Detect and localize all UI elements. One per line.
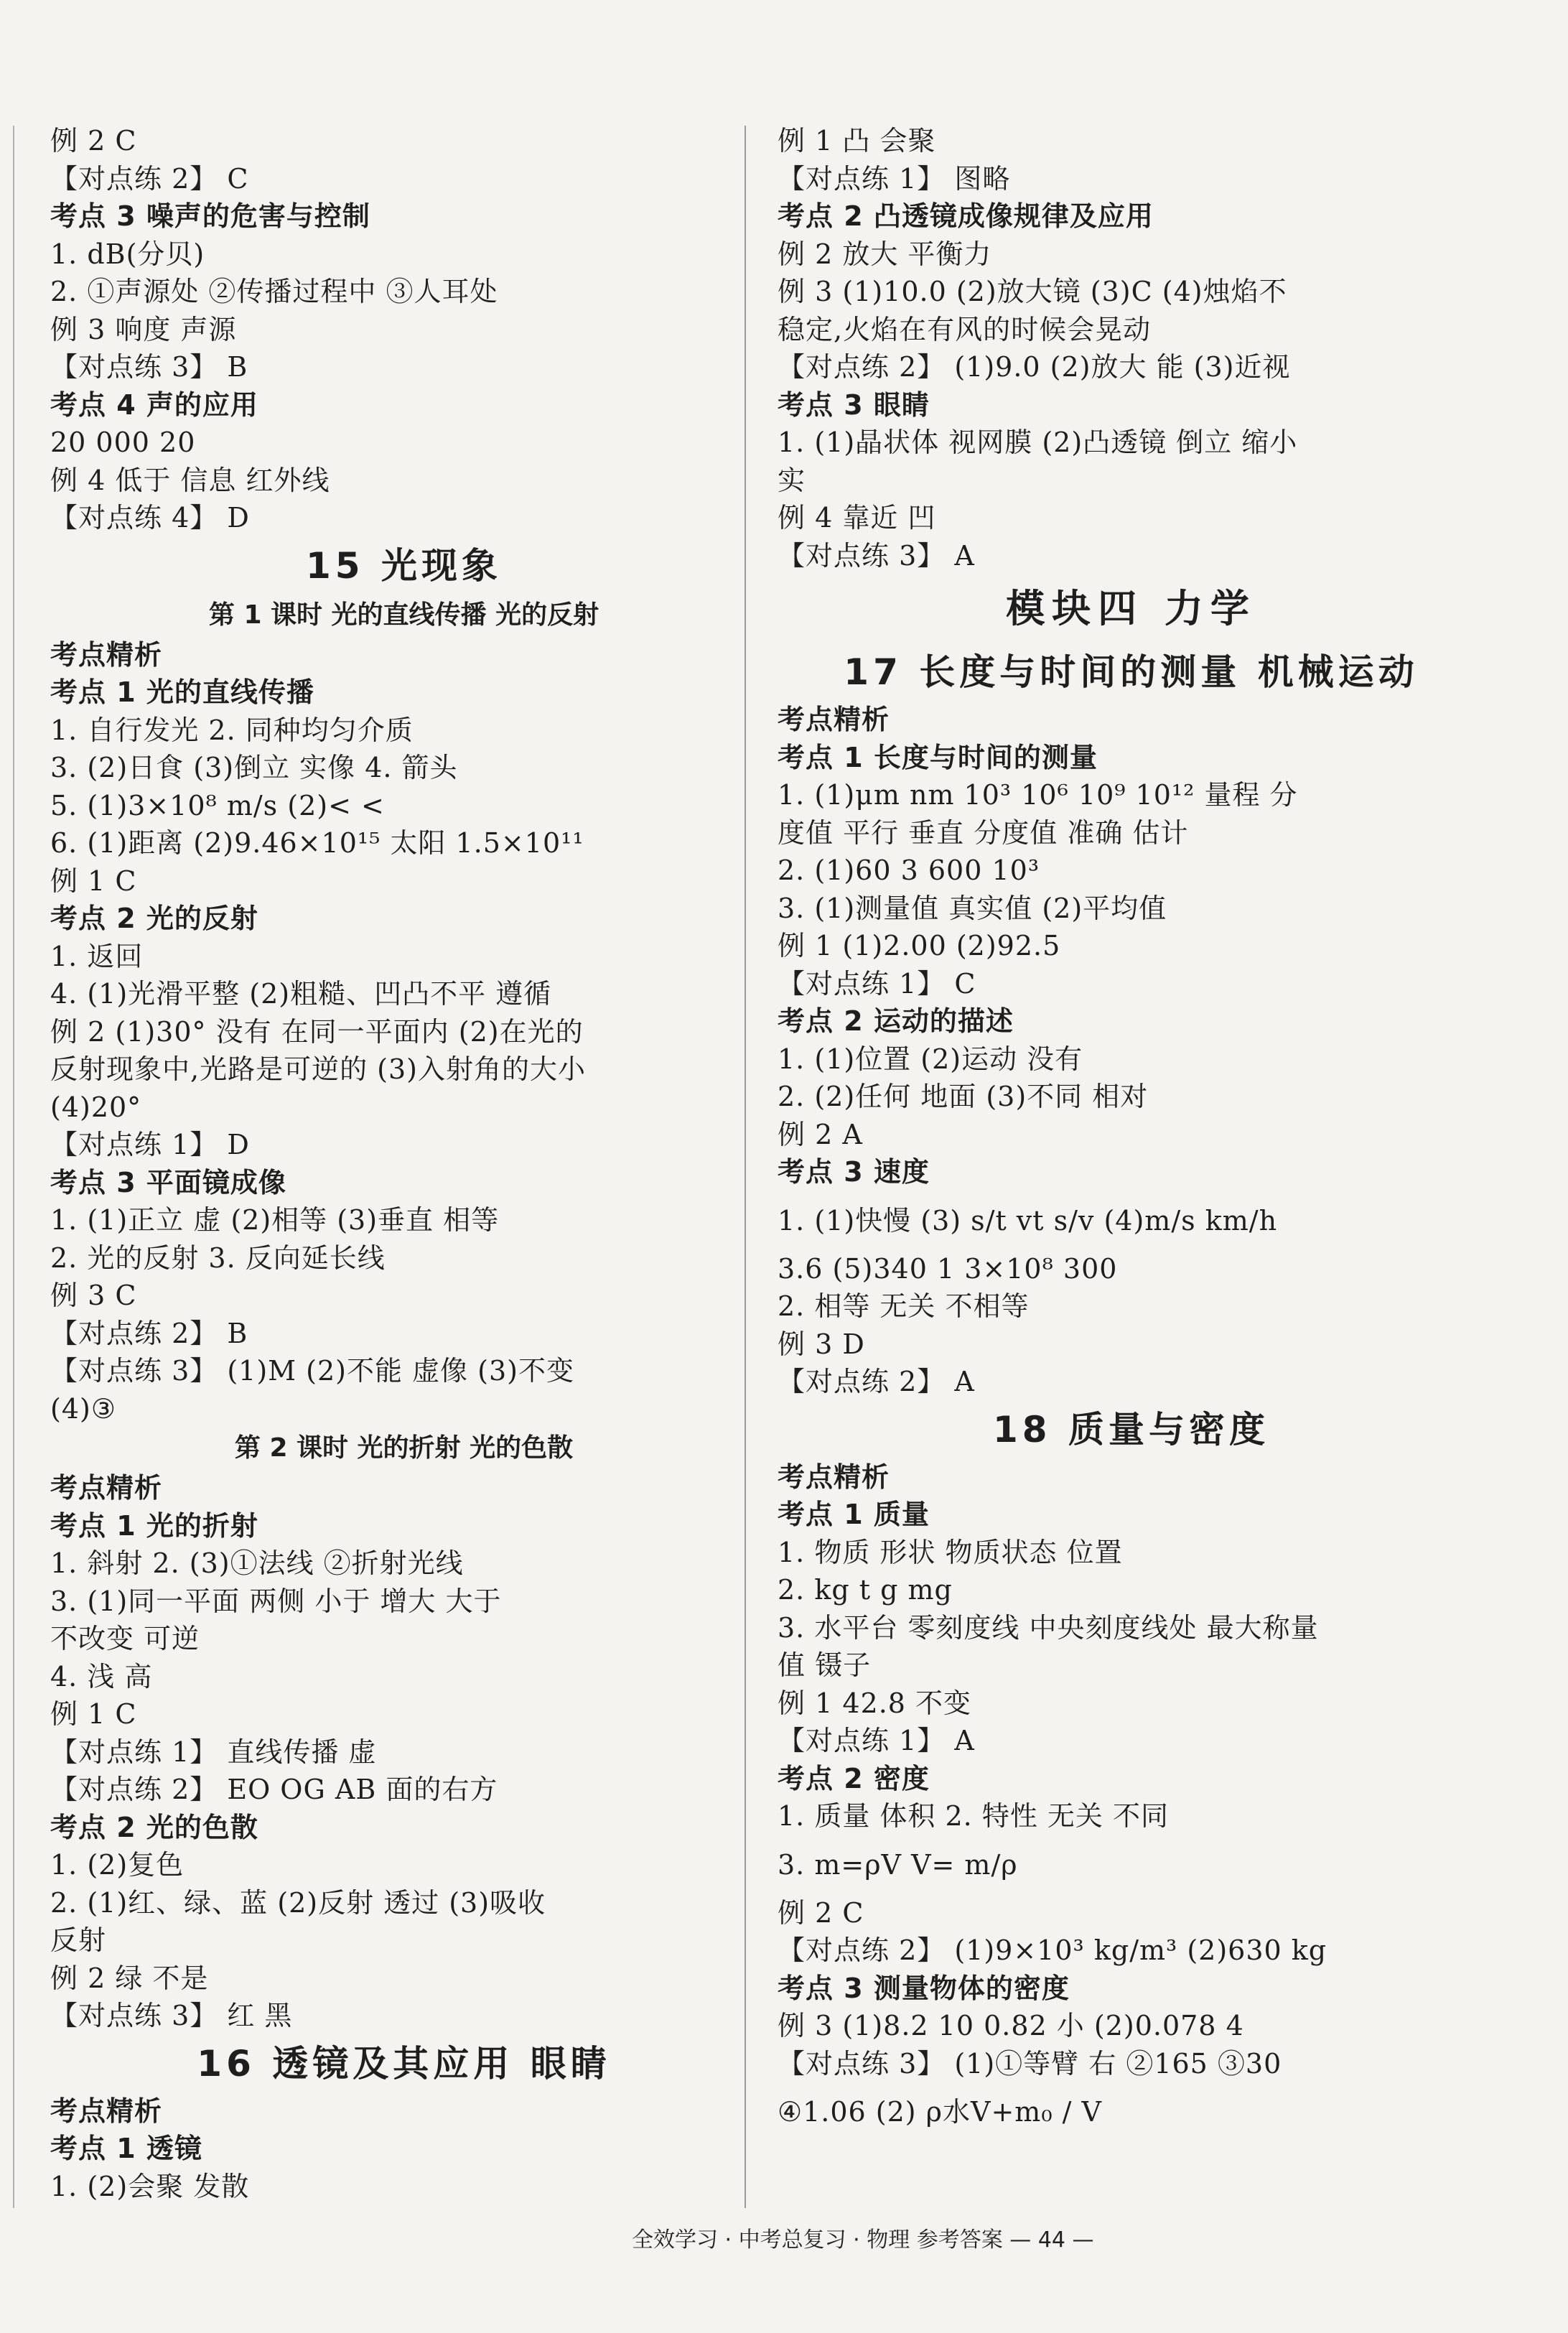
answer-line: 【对点练 2】 A <box>778 1366 975 1397</box>
answer-line: 2. (1)红、绿、蓝 (2)反射 透过 (3)吸收 <box>50 1886 546 1919</box>
chapter-title: 18 质量与密度 <box>993 1408 1269 1450</box>
answer-line: 2. (2)任何 地面 (3)不同 相对 <box>778 1081 1149 1112</box>
page-footer: 全效学习 · 中考总复习 · 物理 参考答案 — 44 — <box>632 2227 1094 2253</box>
module-title: 模块四 力学 <box>1006 586 1256 631</box>
formula-line: 3. m=ρV V= m/ρ <box>778 1848 1018 1881</box>
left-margin-rule <box>13 126 14 2208</box>
answer-line: 例 2 (1)30° 没有 在同一平面内 (2)在光的 <box>50 1015 584 1048</box>
answer-line: 【对点练 1】 图略 <box>778 162 1011 195</box>
answer-line: 1. 斜射 2. (3)①法线 ②折射光线 <box>50 1547 464 1579</box>
answer-line: 【对点练 3】 (1)M (2)不能 虚像 (3)不变 <box>50 1355 574 1387</box>
section-heading: 考点 1 光的直线传播 <box>50 676 314 708</box>
answer-line: 例 3 C <box>50 1280 137 1311</box>
answer-line: 例 2 C <box>778 1896 864 1929</box>
section-heading: 考点 1 长度与时间的测量 <box>778 741 1098 773</box>
answer-line: 值 镊子 <box>778 1649 872 1681</box>
answer-line: 1. (1)μm nm 10³ 10⁶ 10⁹ 10¹² 量程 分 <box>778 779 1298 811</box>
formula-line: 1. (1)快慢 (3) s/t vt s/v (4)m/s km/h <box>778 1204 1278 1237</box>
answer-line: 1. (1)位置 (2)运动 没有 <box>778 1043 1083 1075</box>
answer-line: 3. 水平台 零刻度线 中央刻度线处 最大称量 <box>778 1611 1319 1644</box>
answer-line: 例 1 C <box>50 865 137 897</box>
answer-line: 1. (1)正立 虚 (2)相等 (3)垂直 相等 <box>50 1204 500 1236</box>
section-heading: 考点 3 噪声的危害与控制 <box>50 200 370 232</box>
section-heading: 考点 1 透镜 <box>50 2133 202 2164</box>
chapter-title: 16 透镜及其应用 眼睛 <box>197 2042 611 2085</box>
answer-line: 例 2 A <box>778 1118 863 1150</box>
section-heading: 考点精析 <box>778 704 890 735</box>
formula-line: ④1.06 (2) ρ水V+m₀ / V <box>778 2096 1102 2128</box>
section-heading: 考点精析 <box>50 1472 163 1504</box>
answer-line: 【对点练 4】 D <box>50 502 250 534</box>
section-heading: 考点 4 声的应用 <box>50 388 258 421</box>
section-heading: 考点 3 速度 <box>778 1156 930 1188</box>
answer-line: 例 3 (1)10.0 (2)放大镜 (3)C (4)烛焰不 <box>778 276 1287 307</box>
answer-line: 2. (1)60 3 600 10³ <box>778 854 1040 886</box>
answer-line: 3. (1)测量值 真实值 (2)平均值 <box>778 892 1167 924</box>
section-heading: 考点 2 光的反射 <box>50 903 258 934</box>
answer-line: 例 3 响度 声源 <box>50 313 237 345</box>
answer-line: 1. (1)晶状体 视网膜 (2)凸透镜 倒立 缩小 <box>778 427 1298 458</box>
answer-line: 1. 返回 <box>50 940 144 972</box>
section-heading: 考点 2 密度 <box>778 1762 930 1794</box>
answer-line: 1. 质量 体积 2. 特性 无关 不同 <box>778 1800 1169 1832</box>
section-heading: 考点 3 眼睛 <box>778 388 930 421</box>
answer-line: 【对点练 3】 A <box>778 539 975 572</box>
answer-line: 反射 <box>50 1924 107 1956</box>
answer-line: 不改变 可逆 <box>50 1623 200 1654</box>
answer-line: 例 1 42.8 不变 <box>778 1687 972 1719</box>
section-heading: 考点 2 光的色散 <box>50 1811 258 1843</box>
answer-line: 2. 相等 无关 不相等 <box>778 1290 1030 1322</box>
chapter-title: 15 光现象 <box>306 544 502 587</box>
answer-line: 例 4 低于 信息 红外线 <box>50 464 330 496</box>
section-heading: 考点精析 <box>50 2095 163 2127</box>
answer-line: 【对点练 2】 B <box>50 1317 248 1349</box>
chapter-title: 17 长度与时间的测量 机械运动 <box>844 651 1419 693</box>
section-heading: 考点精析 <box>50 638 163 671</box>
answer-line: 【对点练 1】 直线传播 虚 <box>50 1736 377 1768</box>
answer-line: 【对点练 2】 C <box>50 162 249 195</box>
section-heading: 考点 3 平面镜成像 <box>50 1166 286 1198</box>
section-heading: 考点 1 光的折射 <box>50 1509 258 1542</box>
answer-line: 3. (2)日食 (3)倒立 实像 4. 箭头 <box>50 752 458 783</box>
answer-line: 稳定,火焰在有风的时候会晃动 <box>778 313 1152 345</box>
answer-line: 例 2 放大 平衡力 <box>778 238 992 270</box>
answer-line: 1. 自行发光 2. 同种均匀介质 <box>50 714 414 746</box>
answer-line: 实 <box>778 464 806 496</box>
answer-line: 例 1 (1)2.00 (2)92.5 <box>778 930 1061 961</box>
answer-line: (4)③ <box>50 1392 116 1425</box>
answer-line: 例 3 (1)8.2 10 0.82 小 (2)0.078 4 <box>778 2010 1244 2041</box>
answer-line: 【对点练 2】 (1)9×10³ kg/m³ (2)630 kg <box>778 1934 1327 1966</box>
answer-line: 例 1 C <box>50 1698 137 1730</box>
answer-line: 5. (1)3×10⁸ m/s (2)< < <box>50 789 385 821</box>
answer-line: 例 2 C <box>50 125 137 157</box>
answer-line: 【对点练 1】 A <box>778 1725 975 1756</box>
left-column <box>50 122 757 2205</box>
section-heading: 考点 1 质量 <box>778 1499 930 1530</box>
answer-line: 1. (2)会聚 发散 <box>50 2170 250 2202</box>
answer-line: 【对点练 3】 红 黑 <box>50 2000 293 2031</box>
answer-line: 【对点练 3】 (1)①等臂 右 ②165 ③30 <box>778 2047 1282 2080</box>
right-column <box>778 122 1485 2141</box>
lesson-title: 第 2 课时 光的折射 光的色散 <box>234 1433 574 1463</box>
answer-line: 4. (1)光滑平整 (2)粗糙、凹凸不平 遵循 <box>50 978 552 1010</box>
answer-line: 【对点练 1】 C <box>778 967 976 1000</box>
answer-line: 反射现象中,光路是可逆的 (3)入射角的大小 <box>50 1053 586 1085</box>
answer-line: 【对点练 2】 EO OG AB 面的右方 <box>50 1774 498 1805</box>
answer-line: 度值 平行 垂直 分度值 准确 估计 <box>778 816 1189 849</box>
answer-line: 2. kg t g mg <box>778 1574 953 1606</box>
answer-line: 例 2 绿 不是 <box>50 1962 209 1994</box>
answer-line: 2. ①声源处 ②传播过程中 ③人耳处 <box>50 276 498 307</box>
answer-line: 20 000 20 <box>50 427 196 458</box>
answer-line: 例 1 凸 会聚 <box>778 125 936 157</box>
answer-line: 【对点练 1】 D <box>50 1129 250 1160</box>
answer-line: 3.6 (5)340 1 3×10⁸ 300 <box>778 1252 1118 1285</box>
answer-line: 4. 浅 高 <box>50 1660 153 1692</box>
answer-line: 6. (1)距离 (2)9.46×10¹⁵ 太阳 1.5×10¹¹ <box>50 827 584 859</box>
lesson-title: 第 1 课时 光的直线传播 光的反射 <box>208 600 599 630</box>
answer-line: 2. 光的反射 3. 反向延长线 <box>50 1242 386 1274</box>
answer-line: 1. dB(分贝) <box>50 238 205 270</box>
answer-line: (4)20° <box>50 1091 142 1123</box>
section-heading: 考点 2 凸透镜成像规律及应用 <box>778 200 1154 232</box>
answer-line: 【对点练 2】 (1)9.0 (2)放大 能 (3)近视 <box>778 351 1291 383</box>
answer-line: 例 3 D <box>778 1328 865 1360</box>
answer-line: 1. (2)复色 <box>50 1849 185 1881</box>
section-heading: 考点精析 <box>778 1461 890 1493</box>
answer-line: 1. 物质 形状 物质状态 位置 <box>778 1536 1123 1568</box>
answer-line: 【对点练 3】 B <box>50 351 248 383</box>
section-heading: 考点 2 运动的描述 <box>778 1005 1014 1037</box>
answer-line: 3. (1)同一平面 两侧 小于 增大 大于 <box>50 1585 502 1617</box>
answer-line: 例 4 靠近 凹 <box>778 502 936 534</box>
section-heading: 考点 3 测量物体的密度 <box>778 1972 1070 2004</box>
